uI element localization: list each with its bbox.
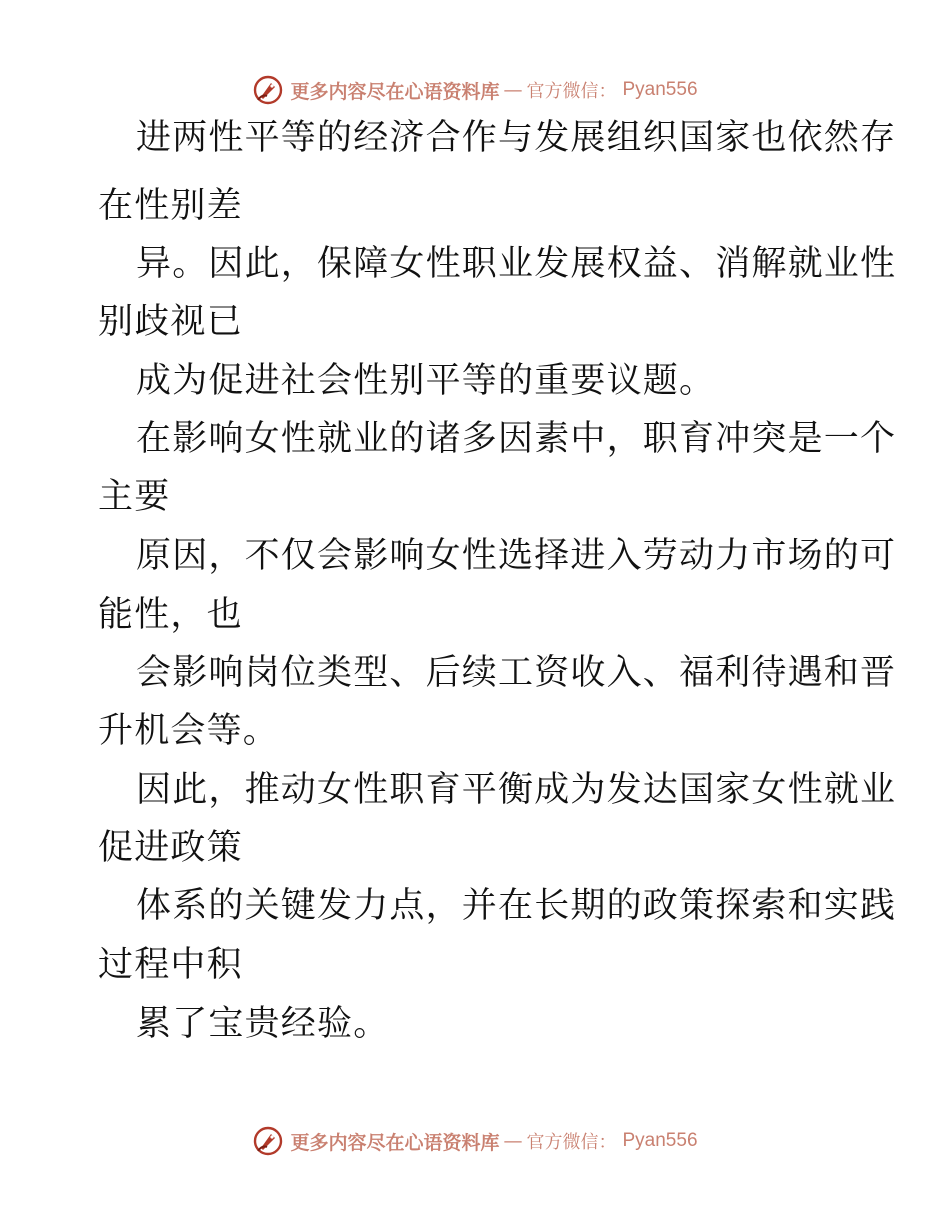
banner-contact-label: 官方微信： (526, 81, 617, 102)
banner-contact-id: Pyan556 (622, 79, 698, 100)
body-line: 进两性平等的经济合作与发展组织国家也依然存 (136, 118, 897, 158)
banner-brand-text: 更多内容尽在心语资料库 (290, 1131, 500, 1154)
banner-dash: — (503, 1130, 523, 1152)
body-line: 异。因此，保障女性职业发展权益、消解就业性 (136, 244, 897, 284)
body-line: 能性，也 (98, 595, 243, 635)
banner-brand-text: 更多内容尽在心语资料库 (290, 80, 500, 103)
body-line: 成为促进社会性别平等的重要议题。 (136, 361, 716, 401)
body-line: 会影响岗位类型、后续工资收入、福利待遇和晋 (136, 653, 897, 693)
body-line: 原因，不仅会影响女性选择进入劳动力市场的可 (136, 536, 897, 576)
pen-nib-logo-icon (252, 74, 284, 106)
body-line: 在性别差 (98, 186, 243, 226)
body-line: 在影响女性就业的诸多因素中，职育冲突是一个 (136, 419, 897, 459)
banner-dash: — (503, 79, 523, 101)
footer-banner (0, 1121, 950, 1161)
body-line: 别歧视已 (98, 302, 243, 342)
body-line: 因此，推动女性职育平衡成为发达国家女性就业 (136, 770, 897, 810)
header-banner (0, 70, 950, 110)
body-line: 主要 (98, 477, 171, 517)
body-line: 升机会等。 (98, 711, 280, 751)
body-line: 促进政策 (98, 828, 243, 868)
banner-contact-id: Pyan556 (622, 1130, 698, 1151)
body-line: 过程中积 (98, 945, 243, 985)
pen-nib-logo-icon (252, 1125, 284, 1157)
body-line: 累了宝贵经验。 (136, 1004, 390, 1044)
body-line: 体系的关键发力点，并在长期的政策探索和实践 (136, 886, 897, 926)
banner-contact-label: 官方微信： (526, 1132, 617, 1153)
